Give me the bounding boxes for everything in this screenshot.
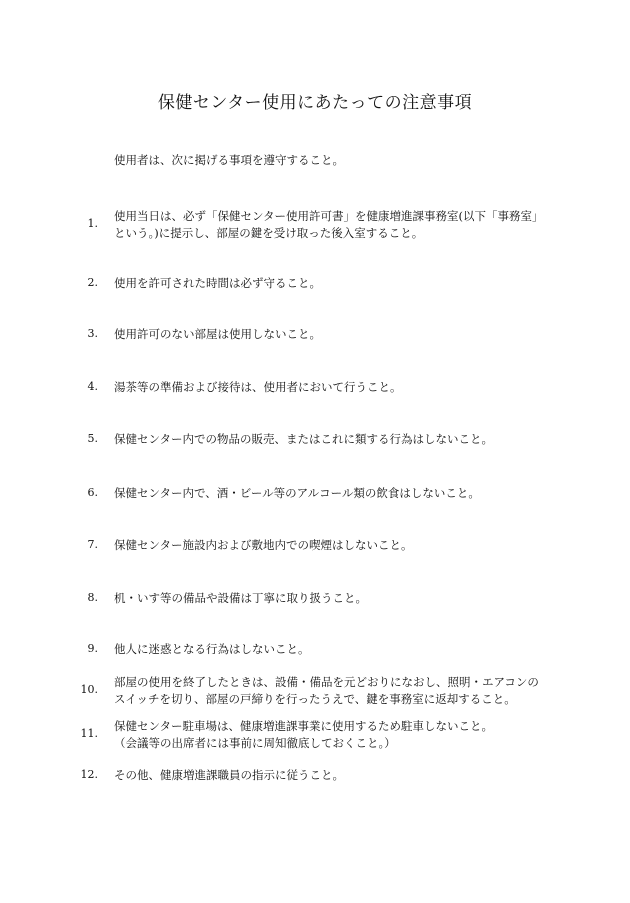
- item-text-line: 他人に迷惑となる行為はしないこと。: [114, 642, 310, 656]
- item-text-line: 湯茶等の準備および接待は、使用者において行うこと。: [114, 380, 402, 394]
- item-number: 10.: [80, 683, 98, 696]
- item-text: [114, 718, 493, 752]
- item-text-line: スイッチを切り、部屋の戸締りを行ったうえで、鍵を事務室に返却すること。: [114, 692, 516, 706]
- item-text-line: その他、健康増進課職員の指示に従うこと。: [114, 768, 344, 782]
- item-number: 7.: [87, 538, 98, 551]
- item-number: 4.: [87, 380, 98, 393]
- item-text: [114, 208, 544, 242]
- item-number: 11.: [80, 727, 98, 740]
- item-number: 3.: [87, 327, 98, 340]
- item-text: [114, 590, 367, 607]
- item-number: 5.: [87, 432, 98, 445]
- item-text: [114, 326, 321, 343]
- item-text-line: 保健センター駐車場は、健康増進課事業に使用するため駐車しないこと。: [114, 719, 494, 733]
- intro-text: 使用者は、次に掲げる事項を遵守すること。: [114, 153, 344, 167]
- item-text-line: 保健センター内での物品の販売、またはこれに類する行為はしないこと。: [114, 432, 494, 446]
- item-text: [114, 767, 344, 784]
- item-text-line: 使用を許可された時間は必ず守ること。: [114, 276, 321, 290]
- document-title: 保健センター使用にあたっての注意事項: [157, 93, 473, 113]
- item-text: [114, 275, 321, 292]
- item-number: 8.: [87, 591, 98, 604]
- item-text-line: 机・いす等の備品や設備は丁寧に取り扱うこと。: [114, 591, 367, 605]
- item-text: [114, 537, 413, 554]
- item-number: 1.: [87, 217, 98, 230]
- item-text: [114, 431, 493, 448]
- item-text-line: 使用許可のない部屋は使用しないこと。: [114, 327, 321, 341]
- item-number: 2.: [87, 276, 98, 289]
- item-text: [114, 641, 310, 658]
- item-number: 9.: [87, 642, 98, 655]
- item-text: [114, 379, 402, 396]
- item-text: [114, 485, 480, 502]
- item-text-line: 部屋の使用を終了したときは、設備・備品を元どおりになおし、照明・エアコンの: [114, 675, 539, 689]
- item-text-line: （会議等の出席者には事前に周知徹底しておくこと。）: [114, 736, 396, 750]
- item-text-line: という。)に提示し、部屋の鍵を受け取った後入室すること。: [114, 226, 424, 240]
- item-text-line: 使用当日は、必ず「保健センター使用許可書」を健康増進課事務室(以下「事務室」: [114, 209, 544, 223]
- item-number: 12.: [80, 768, 98, 781]
- item-text-line: 保健センター施設内および敷地内での喫煙はしないこと。: [114, 538, 413, 552]
- item-number: 6.: [87, 486, 98, 499]
- item-text-line: 保健センター内で、酒・ビール等のアルコール類の飲食はしないこと。: [114, 486, 480, 500]
- item-text: [114, 674, 539, 708]
